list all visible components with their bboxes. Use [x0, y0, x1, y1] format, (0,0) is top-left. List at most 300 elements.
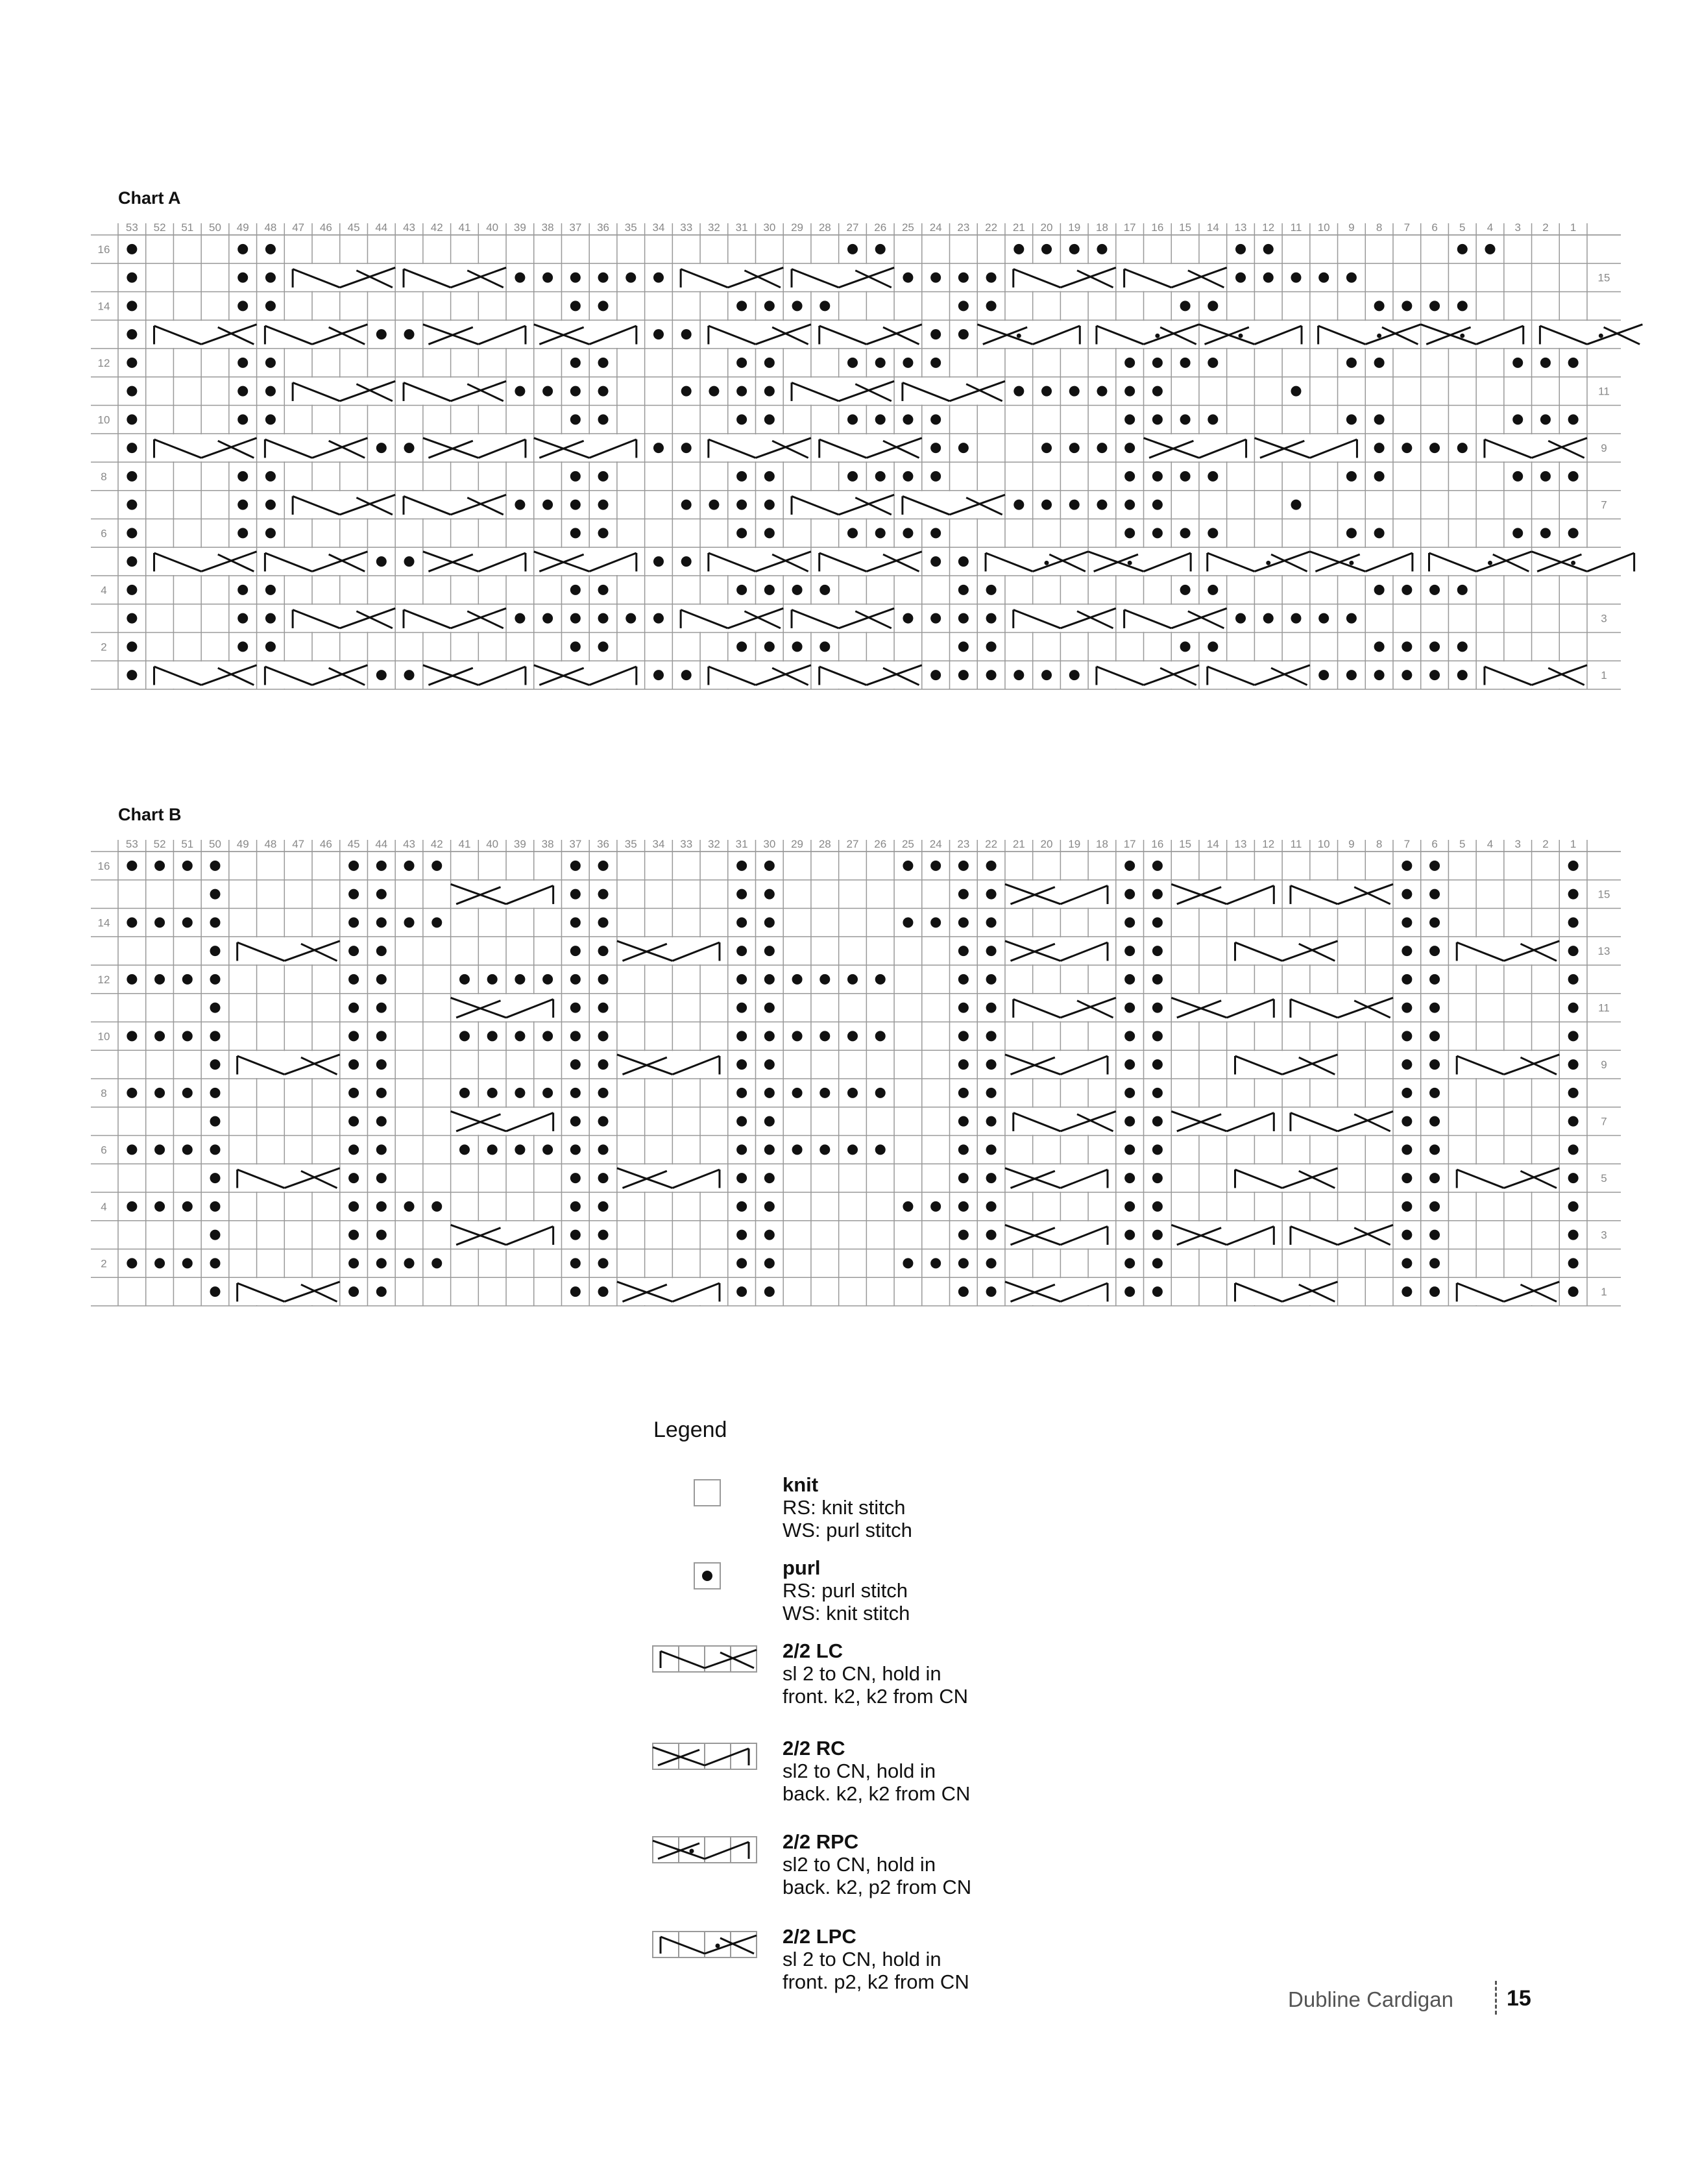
chart-b-purl-stitch	[986, 974, 997, 985]
chart-b-purl-stitch	[986, 889, 997, 900]
chart-a-purl-stitch	[764, 500, 775, 510]
chart-b-purl-stitch	[764, 1003, 775, 1013]
chart-a-purl-stitch	[1152, 528, 1163, 538]
chart-a-purl-stitch	[127, 244, 137, 254]
chart-b-purl-stitch	[958, 1230, 969, 1240]
chart-b-purl-stitch	[1152, 889, 1163, 900]
chart-a-col-number: 31	[735, 221, 748, 234]
chart-b-cable-lc	[1283, 1221, 1393, 1249]
chart-b-purl-stitch	[348, 1258, 359, 1268]
chart-b-purl-stitch	[764, 1059, 775, 1070]
chart-a-purl-stitch	[265, 500, 276, 510]
chart-b-purl-stitch	[736, 1116, 747, 1127]
chart-a-col-number: 47	[292, 221, 305, 234]
chart-b-purl-stitch	[348, 917, 359, 927]
chart-a-purl-stitch	[1402, 301, 1412, 311]
chart-b-purl-stitch	[764, 1031, 775, 1041]
chart-b-purl-stitch	[598, 1286, 609, 1297]
chart-a-row-number: 4	[101, 583, 107, 596]
chart-a-col-number: 11	[1290, 221, 1302, 234]
chart-a-purl-stitch	[681, 670, 692, 680]
chart-b-purl-stitch	[376, 1003, 387, 1013]
chart-b-purl-stitch	[376, 1201, 387, 1212]
chart-a-purl-stitch	[847, 358, 858, 368]
chart-a-purl-stitch	[764, 414, 775, 424]
chart-a-purl-stitch	[1346, 528, 1357, 538]
chart-b-purl-stitch	[376, 1258, 387, 1268]
chart-b-purl-stitch	[459, 974, 470, 985]
chart-b-purl-stitch	[1429, 1286, 1440, 1297]
chart-a-cable-lc	[1117, 605, 1227, 632]
chart-b-purl-stitch	[348, 1144, 359, 1155]
chart-b-col-number: 32	[707, 838, 720, 850]
chart-a-cable-lc	[812, 548, 922, 575]
chart-a-purl-stitch	[653, 670, 664, 680]
legend-item-rpc	[642, 1830, 1097, 1915]
chart-a-purl-stitch	[1208, 641, 1218, 652]
chart-b-purl-stitch	[1402, 1116, 1412, 1127]
chart-b-purl-stitch	[903, 1258, 913, 1268]
chart-b-purl-stitch	[404, 1201, 415, 1212]
chart-b-col-number: 8	[1376, 838, 1383, 850]
chart-a-purl-stitch	[237, 358, 248, 368]
chart-b-purl-stitch	[376, 1230, 387, 1240]
chart-b-purl-stitch	[958, 861, 969, 871]
chart-b-purl-stitch	[736, 1059, 747, 1070]
chart-a-cable-lpc	[1089, 321, 1199, 348]
chart-a-cable-rc	[534, 548, 644, 575]
chart-b-row-number: 6	[101, 1144, 107, 1157]
chart-a-purl-stitch	[1152, 358, 1163, 368]
chart-b-purl-stitch	[1152, 1230, 1163, 1240]
chart-b-purl-stitch	[736, 974, 747, 985]
chart-b-col-number: 20	[1040, 838, 1053, 850]
chart-a-purl-stitch	[1097, 244, 1107, 254]
chart-b-purl-stitch	[210, 917, 221, 927]
chart-a-purl-stitch	[1013, 244, 1024, 254]
chart-a-purl-stitch	[1318, 670, 1329, 680]
chart-a-purl-stitch	[1041, 443, 1052, 453]
chart-b-purl-stitch	[958, 1003, 969, 1013]
chart-b-col-number: 51	[181, 838, 194, 850]
chart-b-purl-stitch	[819, 1144, 830, 1155]
chart-a-purl-stitch	[819, 641, 830, 652]
chart-b-purl-stitch	[1568, 946, 1579, 956]
chart-a-purl-stitch	[404, 556, 415, 567]
chart-a-purl-stitch	[570, 528, 581, 538]
chart-a-purl-stitch	[1402, 670, 1412, 680]
chart-b-purl-stitch	[875, 974, 886, 985]
chart-b-purl-stitch	[487, 1144, 498, 1155]
chart-a-col-number: 37	[569, 221, 582, 234]
chart-b-cable-lc	[1283, 881, 1393, 908]
chart-b-col-number: 25	[901, 838, 914, 850]
chart-b-purl-stitch	[348, 1088, 359, 1098]
footer-separator	[1495, 1981, 1497, 2015]
chart-a-purl-stitch	[930, 329, 941, 339]
chart-b-purl-stitch	[1124, 1258, 1135, 1268]
chart-b-purl-stitch	[182, 917, 193, 927]
chart-a-cable-lc	[396, 378, 506, 405]
chart-a-purl-stitch	[1180, 358, 1191, 368]
chart-a-cable-lc	[784, 378, 894, 405]
chart-a-purl-stitch	[515, 613, 525, 624]
legend-symbol-name: 2/2 LPC	[783, 1925, 856, 1948]
chart-b-purl-stitch	[210, 861, 221, 871]
legend-description	[783, 1639, 968, 1708]
chart-b-purl-stitch	[1568, 861, 1579, 871]
chart-a-purl-stitch	[986, 641, 997, 652]
chart-a-purl-stitch	[1457, 585, 1468, 595]
chart-b-col-number: 41	[458, 838, 471, 850]
chart-b-purl-stitch	[1568, 1258, 1579, 1268]
chart-a-purl-stitch	[265, 273, 276, 283]
chart-b-purl-stitch	[348, 1059, 359, 1070]
chart-a-purl-stitch	[903, 528, 913, 538]
chart-a-purl-stitch	[1374, 414, 1385, 424]
chart-a-purl-stitch	[847, 471, 858, 482]
chart-b-col-number: 26	[874, 838, 887, 850]
chart-b-purl-stitch	[570, 917, 581, 927]
chart-b-purl-stitch	[154, 974, 165, 985]
chart-b-purl-stitch	[986, 1201, 997, 1212]
chart-a-purl-stitch	[127, 358, 137, 368]
chart-b-purl-stitch	[1568, 1173, 1579, 1183]
chart-a-purl-stitch	[1097, 386, 1107, 397]
chart-a-purl-stitch	[930, 273, 941, 283]
chart-b-col-number: 2	[1542, 838, 1549, 850]
chart-b-purl-stitch	[127, 1201, 137, 1212]
chart-a-col-number: 49	[236, 221, 249, 234]
chart-a-purl-stitch	[819, 585, 830, 595]
chart-b-purl-stitch	[958, 974, 969, 985]
chart-a-grid	[0, 221, 1687, 740]
chart-a-purl-stitch	[819, 301, 830, 311]
chart-b-purl-stitch	[1402, 1003, 1412, 1013]
chart-b-purl-stitch	[986, 917, 997, 927]
chart-a-cable-lc	[784, 605, 894, 632]
chart-b-purl-stitch	[1429, 1230, 1440, 1240]
chart-a-purl-stitch	[1291, 386, 1301, 397]
chart-b-purl-stitch	[1124, 1173, 1135, 1183]
chart-b-col-number: 40	[486, 838, 499, 850]
chart-a-col-number: 28	[818, 221, 831, 234]
chart-a-cable-lc	[1006, 605, 1116, 632]
chart-b-cable-lc	[1283, 994, 1393, 1022]
chart-a-purl-stitch	[958, 585, 969, 595]
chart-a-purl-stitch	[1374, 471, 1385, 482]
chart-a-cable-rc	[1144, 434, 1254, 461]
chart-a-col-number: 5	[1459, 221, 1466, 234]
chart-a-purl-stitch	[1208, 414, 1218, 424]
chart-a-purl-stitch	[681, 443, 692, 453]
chart-b-col-number: 47	[292, 838, 305, 850]
chart-a-purl-stitch	[515, 386, 525, 397]
chart-b-purl-stitch	[1568, 1031, 1579, 1041]
chart-b-purl-stitch	[764, 1144, 775, 1155]
chart-b-purl-stitch	[515, 1031, 525, 1041]
chart-b-purl-stitch	[598, 1258, 609, 1268]
chart-b-col-number: 53	[125, 838, 138, 850]
chart-b-purl-stitch	[847, 974, 858, 985]
chart-b-purl-stitch	[736, 1258, 747, 1268]
chart-a-cable-rpc	[1310, 548, 1420, 575]
chart-a-purl-stitch	[127, 613, 137, 624]
chart-b-purl-stitch	[348, 1230, 359, 1240]
chart-b-purl-stitch	[736, 1031, 747, 1041]
chart-a-purl-stitch	[237, 500, 248, 510]
legend-instruction-line: back. k2, k2 from CN	[783, 1782, 971, 1805]
chart-a-cable-rc	[534, 661, 644, 689]
chart-b-row-number: 11	[1598, 1001, 1610, 1014]
chart-a-purl-stitch	[958, 641, 969, 652]
chart-b-purl-stitch	[1568, 917, 1579, 927]
chart-a-purl-stitch	[1512, 358, 1523, 368]
chart-b-col-number: 24	[929, 838, 942, 850]
legend-title: Legend	[653, 1417, 727, 1442]
chart-a-purl-stitch	[570, 414, 581, 424]
chart-a-cable-rc	[423, 321, 533, 348]
chart-a-purl-stitch	[709, 386, 719, 397]
chart-a-col-number: 38	[541, 221, 554, 234]
chart-a-purl-stitch	[792, 641, 803, 652]
chart-a-cable-lc	[895, 378, 1005, 405]
chart-b-purl-stitch	[376, 1088, 387, 1098]
chart-a-purl-stitch	[736, 358, 747, 368]
chart-a-purl-stitch	[1069, 500, 1080, 510]
chart-b-row-number: 14	[97, 916, 110, 929]
chart-b-purl-stitch	[1429, 974, 1440, 985]
chart-a-purl-stitch	[127, 273, 137, 283]
chart-b-purl-stitch	[764, 1258, 775, 1268]
chart-a-col-number: 12	[1262, 221, 1275, 234]
chart-b-purl-stitch	[764, 1088, 775, 1098]
legend-symbol-name: purl	[783, 1556, 821, 1579]
chart-a-cable-lpc	[1311, 321, 1421, 348]
chart-a-purl-stitch	[404, 670, 415, 680]
chart-b-purl-stitch	[1124, 1003, 1135, 1013]
chart-a-purl-stitch	[1097, 500, 1107, 510]
chart-a-purl-stitch	[1291, 613, 1301, 624]
chart-a-purl-stitch	[570, 641, 581, 652]
chart-b-purl-stitch	[764, 861, 775, 871]
chart-a-cable-rc	[423, 434, 533, 461]
chart-b-purl-stitch	[376, 1286, 387, 1297]
chart-b-purl-stitch	[210, 1173, 221, 1183]
chart-a-purl-stitch	[1152, 414, 1163, 424]
chart-a-purl-stitch	[1568, 414, 1579, 424]
chart-a-row-number: 12	[97, 356, 110, 369]
chart-b-purl-stitch	[542, 1144, 553, 1155]
chart-a-col-number: 46	[319, 221, 332, 234]
chart-a-purl-stitch	[127, 641, 137, 652]
chart-b-purl-stitch	[736, 1144, 747, 1155]
chart-b-purl-stitch	[570, 1286, 581, 1297]
chart-a-purl-stitch	[930, 358, 941, 368]
chart-b-purl-stitch	[764, 1173, 775, 1183]
chart-a-row-number: 10	[97, 413, 110, 426]
legend-instruction-line: RS: purl stitch	[783, 1579, 908, 1602]
chart-b-cable-rc	[1171, 994, 1281, 1022]
chart-b-purl-stitch	[459, 1144, 470, 1155]
chart-b-purl-stitch	[210, 1088, 221, 1098]
chart-a-purl-stitch	[1180, 414, 1191, 424]
chart-b-purl-stitch	[819, 1088, 830, 1098]
chart-b-cable-rc	[617, 1164, 727, 1192]
chart-b-purl-stitch	[154, 917, 165, 927]
chart-a-cable-lpc	[1533, 321, 1643, 348]
chart-a-purl-stitch	[570, 301, 581, 311]
chart-b-purl-stitch	[127, 974, 137, 985]
chart-a-purl-stitch	[736, 585, 747, 595]
chart-a-purl-stitch	[570, 386, 581, 397]
chart-b-purl-stitch	[764, 1286, 775, 1297]
chart-a-cable-lc	[673, 264, 783, 291]
chart-b-cable-rc	[1005, 1278, 1115, 1305]
chart-a-col-number: 15	[1179, 221, 1192, 234]
chart-b-purl-stitch	[1152, 1258, 1163, 1268]
chart-a-purl-stitch	[1374, 670, 1385, 680]
chart-b-purl-stitch	[1429, 889, 1440, 900]
chart-a-col-number: 42	[430, 221, 443, 234]
chart-b-purl-stitch	[1124, 1230, 1135, 1240]
chart-a-purl-stitch	[903, 414, 913, 424]
chart-b-cable-lc	[1449, 1051, 1559, 1078]
chart-b-col-number: 38	[541, 838, 554, 850]
chart-b-purl-stitch	[1124, 1201, 1135, 1212]
chart-a-col-number: 27	[846, 221, 859, 234]
chart-b-col-number: 31	[735, 838, 748, 850]
chart-b-purl-stitch	[1124, 946, 1135, 956]
chart-b-purl-stitch	[847, 1144, 858, 1155]
chart-a-purl-stitch	[1013, 500, 1024, 510]
chart-b-purl-stitch	[792, 974, 803, 985]
chart-b-col-number: 37	[569, 838, 582, 850]
chart-b-col-number: 48	[264, 838, 277, 850]
chart-b-purl-stitch	[986, 1173, 997, 1183]
chart-b-purl-stitch	[1152, 1286, 1163, 1297]
chart-b-purl-stitch	[930, 861, 941, 871]
chart-b-purl-stitch	[598, 946, 609, 956]
chart-a-purl-stitch	[515, 273, 525, 283]
chart-b-purl-stitch	[1402, 1286, 1412, 1297]
chart-a-purl-stitch	[1263, 613, 1274, 624]
chart-a-purl-stitch	[404, 443, 415, 453]
chart-b-purl-stitch	[930, 1258, 941, 1268]
chart-a-cable-lc	[812, 434, 922, 461]
chart-b-row-number: 7	[1601, 1115, 1607, 1128]
chart-a-purl-stitch	[1318, 613, 1329, 624]
chart-b-purl-stitch	[598, 917, 609, 927]
chart-b-purl-stitch	[1124, 1088, 1135, 1098]
chart-b-purl-stitch	[1568, 1088, 1579, 1098]
chart-a-col-number: 35	[624, 221, 637, 234]
chart-b-purl-stitch	[958, 1116, 969, 1127]
chart-a-purl-stitch	[1429, 585, 1440, 595]
chart-b-purl-stitch	[376, 1059, 387, 1070]
chart-b-purl-stitch	[376, 917, 387, 927]
chart-a-cable-lc	[147, 548, 257, 575]
chart-b-purl-stitch	[348, 946, 359, 956]
chart-b-col-number: 42	[430, 838, 443, 850]
chart-b-col-number: 5	[1459, 838, 1466, 850]
chart-a-purl-stitch	[764, 585, 775, 595]
chart-a-purl-stitch	[764, 641, 775, 652]
chart-b-purl-stitch	[210, 889, 221, 900]
chart-a-col-number: 53	[125, 221, 138, 234]
chart-a-purl-stitch	[986, 301, 997, 311]
chart-b-purl-stitch	[210, 1144, 221, 1155]
chart-b-cable-lc	[1006, 994, 1116, 1022]
chart-a-col-number: 21	[1012, 221, 1025, 234]
chart-b-purl-stitch	[570, 861, 581, 871]
chart-a-col-number: 4	[1487, 221, 1494, 234]
chart-b-purl-stitch	[958, 1286, 969, 1297]
chart-b-purl-stitch	[182, 974, 193, 985]
chart-a-col-number: 34	[652, 221, 665, 234]
chart-a-cable-rpc	[1199, 321, 1309, 348]
chart-a-col-number: 20	[1040, 221, 1053, 234]
chart-a-purl-stitch	[598, 500, 609, 510]
chart-a-purl-stitch	[1457, 244, 1468, 254]
chart-b-row-number: 3	[1601, 1229, 1607, 1242]
chart-a-purl-stitch	[1318, 273, 1329, 283]
chart-b-purl-stitch	[1152, 1031, 1163, 1041]
chart-a-purl-stitch	[1124, 386, 1135, 397]
chart-a-col-number: 24	[929, 221, 942, 234]
chart-a-cable-lc	[285, 605, 395, 632]
chart-b-purl-stitch	[958, 1201, 969, 1212]
chart-a-purl-stitch	[237, 414, 248, 424]
chart-b-col-number: 39	[513, 838, 526, 850]
chart-b-cable-lc	[1006, 1108, 1116, 1135]
chart-b-row-number: 5	[1601, 1172, 1607, 1185]
chart-b-purl-stitch	[1152, 1059, 1163, 1070]
chart-b-purl-stitch	[1402, 1059, 1412, 1070]
chart-a-col-number: 17	[1123, 221, 1136, 234]
chart-a-cable-rc	[1254, 434, 1365, 461]
legend-instruction-line: WS: purl stitch	[783, 1519, 912, 1541]
chart-a-purl-stitch	[1124, 500, 1135, 510]
chart-b-purl-stitch	[958, 1144, 969, 1155]
chart-b-purl-stitch	[1402, 1144, 1412, 1155]
chart-a-purl-stitch	[127, 414, 137, 424]
chart-b-col-number: 14	[1206, 838, 1219, 850]
chart-b-purl-stitch	[958, 917, 969, 927]
chart-a-purl-stitch	[1402, 641, 1412, 652]
chart-b-col-number: 44	[375, 838, 388, 850]
chart-a-purl-stitch	[792, 585, 803, 595]
chart-b-cable-rc	[1005, 1051, 1115, 1078]
chart-a-purl-stitch	[127, 585, 137, 595]
chart-b-col-number: 21	[1012, 838, 1025, 850]
chart-a-purl-stitch	[1124, 358, 1135, 368]
chart-b-purl-stitch	[542, 974, 553, 985]
chart-a-col-number: 9	[1348, 221, 1355, 234]
chart-a-col-number: 51	[181, 221, 194, 234]
chart-b-purl-stitch	[598, 1059, 609, 1070]
chart-a-purl-stitch	[653, 556, 664, 567]
chart-a-purl-stitch	[681, 556, 692, 567]
chart-b-purl-stitch	[930, 917, 941, 927]
chart-b-purl-stitch	[1402, 889, 1412, 900]
chart-b-cable-lc	[230, 937, 340, 964]
chart-a-purl-stitch	[570, 613, 581, 624]
chart-a-purl-stitch	[681, 329, 692, 339]
chart-b-purl-stitch	[1429, 1088, 1440, 1098]
legend-instruction-line: front. k2, k2 from CN	[783, 1685, 968, 1708]
chart-a-purl-stitch	[1208, 585, 1218, 595]
